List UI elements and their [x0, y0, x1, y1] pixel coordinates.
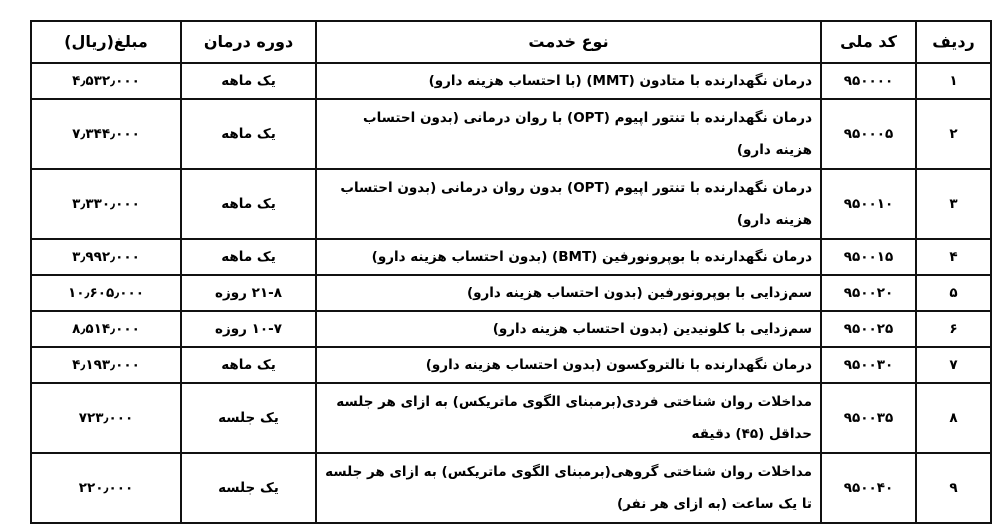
treatment-duration-cell: یک جلسه — [181, 383, 316, 453]
service-type-cell: درمان نگهدارنده با بوپرونورفین (BMT) (بدون احتساب هزینه دارو) — [316, 239, 821, 275]
national-code-cell: ۹۵۰۰۰۵ — [821, 99, 916, 169]
header-service-type: نوع خدمت — [316, 21, 821, 63]
national-code-cell: ۹۵۰۰۲۵ — [821, 311, 916, 347]
row-number-cell: ۷ — [916, 347, 991, 383]
amount-cell: ۳٫۳۳۰٫۰۰۰ — [31, 169, 181, 239]
service-type-cell: درمان نگهدارنده با تنتور اپیوم (OPT) با روان درمانی (بدون احتساب هزینه دارو) — [316, 99, 821, 169]
treatment-duration-cell: یک جلسه — [181, 453, 316, 523]
treatment-duration-cell: یک ماهه — [181, 239, 316, 275]
amount-cell: ۴٫۱۹۳٫۰۰۰ — [31, 347, 181, 383]
national-code-cell: ۹۵۰۰۲۰ — [821, 275, 916, 311]
row-number-cell: ۴ — [916, 239, 991, 275]
header-row-number: ردیف — [916, 21, 991, 63]
row-number-cell: ۶ — [916, 311, 991, 347]
treatment-duration-cell: یک ماهه — [181, 347, 316, 383]
table-row — [31, 275, 991, 311]
treatment-duration-cell: ۱۰-۷ روزه — [181, 311, 316, 347]
amount-cell: ۲۲۰٫۰۰۰ — [31, 453, 181, 523]
table-row — [31, 169, 991, 239]
amount-cell: ۸٫۵۱۴٫۰۰۰ — [31, 311, 181, 347]
tariff-table — [30, 20, 992, 524]
table-row — [31, 239, 991, 275]
row-number-cell: ۸ — [916, 383, 991, 453]
header-national-code: کد ملی — [821, 21, 916, 63]
table-row — [31, 347, 991, 383]
treatment-duration-cell: یک ماهه — [181, 63, 316, 99]
service-type-cell: درمان نگهدارنده با تنتور اپیوم (OPT) بدون روان درمانی (بدون احتساب هزینه دارو) — [316, 169, 821, 239]
amount-cell: ۳٫۹۹۲٫۰۰۰ — [31, 239, 181, 275]
service-type-cell: سم‌زدایی با بوپرونورفین (بدون احتساب هزینه دارو) — [316, 275, 821, 311]
amount-cell: ۴٫۵۳۲٫۰۰۰ — [31, 63, 181, 99]
treatment-duration-cell: ۲۱-۸ روزه — [181, 275, 316, 311]
header-row — [31, 21, 991, 63]
header-treatment-duration: دوره درمان — [181, 21, 316, 63]
table-row — [31, 311, 991, 347]
table-row — [31, 383, 991, 453]
treatment-duration-cell: یک ماهه — [181, 99, 316, 169]
table-row — [31, 453, 991, 523]
treatment-duration-cell: یک ماهه — [181, 169, 316, 239]
amount-cell: ۷٫۳۴۴٫۰۰۰ — [31, 99, 181, 169]
table-row — [31, 63, 991, 99]
row-number-cell: ۹ — [916, 453, 991, 523]
amount-cell: ۷۲۳٫۰۰۰ — [31, 383, 181, 453]
service-type-cell: سم‌زدایی با کلونیدین (بدون احتساب هزینه دارو) — [316, 311, 821, 347]
row-number-cell: ۲ — [916, 99, 991, 169]
service-type-cell: درمان نگهدارنده با نالتروکسون (بدون احتساب هزینه دارو) — [316, 347, 821, 383]
national-code-cell: ۹۵۰۰۱۵ — [821, 239, 916, 275]
row-number-cell: ۱ — [916, 63, 991, 99]
amount-cell: ۱۰٫۶۰۵٫۰۰۰ — [31, 275, 181, 311]
national-code-cell: ۹۵۰۰۳۰ — [821, 347, 916, 383]
service-type-cell: درمان نگهدارنده با متادون (MMT) (با احتساب هزینه دارو) — [316, 63, 821, 99]
national-code-cell: ۹۵۰۰۰۰ — [821, 63, 916, 99]
header-amount: مبلغ(ریال) — [31, 21, 181, 63]
national-code-cell: ۹۵۰۰۳۵ — [821, 383, 916, 453]
row-number-cell: ۳ — [916, 169, 991, 239]
national-code-cell: ۹۵۰۰۴۰ — [821, 453, 916, 523]
national-code-cell: ۹۵۰۰۱۰ — [821, 169, 916, 239]
service-type-cell: مداخلات روان شناختی گروهی(برمبنای الگوی ماتریکس) به ازای هر جلسه تا یک ساعت (به ازای هر نفر) — [316, 453, 821, 523]
service-type-cell: مداخلات روان شناختی فردی(برمبنای الگوی ماتریکس) به ازای هر جلسه حداقل (۴۵) دقیقه — [316, 383, 821, 453]
table-row — [31, 99, 991, 169]
row-number-cell: ۵ — [916, 275, 991, 311]
